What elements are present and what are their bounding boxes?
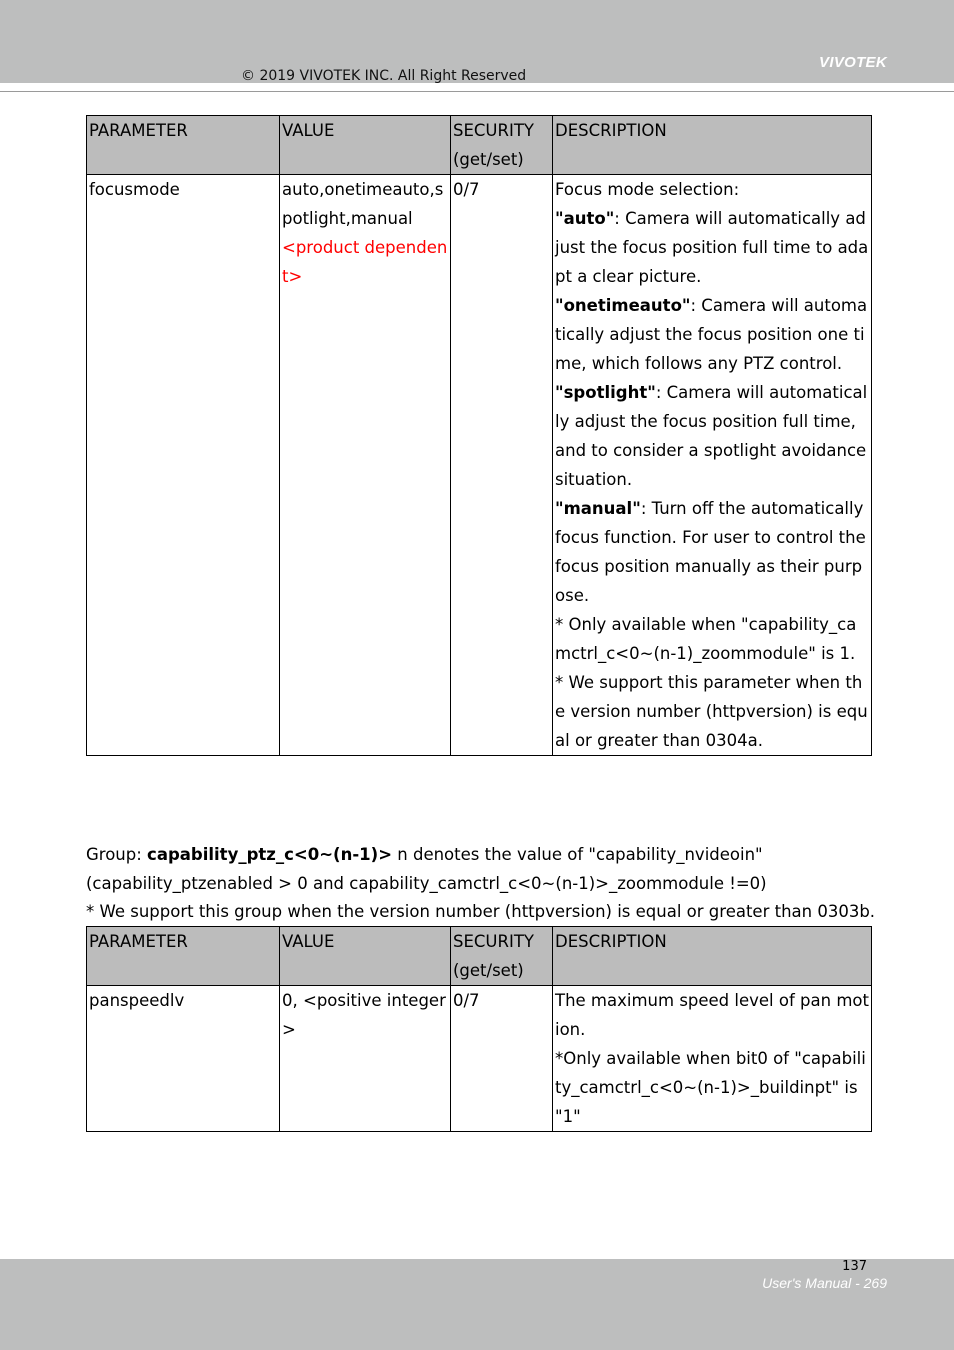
desc-spotlight — [555, 378, 870, 494]
group-prefix: Group: — [86, 845, 148, 864]
table-row — [87, 175, 872, 756]
header-description: DESCRIPTION — [553, 927, 872, 986]
desc-note-2: * We support this parameter when the version number (httpversion) is equal or greater than 0304a. — [555, 673, 868, 750]
parameter-table-focusmode — [86, 115, 872, 756]
desc-onetimeauto — [555, 291, 870, 378]
page-number: 137 — [842, 1259, 867, 1274]
table-header-row — [87, 927, 872, 986]
desc-manual — [555, 494, 870, 610]
cell-security: 0/7 — [451, 175, 553, 756]
header-value: VALUE — [280, 116, 451, 175]
cell-description — [553, 986, 872, 1132]
desc-intro: Focus mode selection: — [555, 180, 740, 199]
header-description: DESCRIPTION — [553, 116, 872, 175]
desc-manual-key: "manual" — [555, 499, 641, 518]
footer-band — [0, 1259, 954, 1350]
desc-note-1: * Only available when "capability_camctrl_c<0~(n-1)_zoommodule" is 1. — [555, 615, 857, 663]
desc-spotlight-key: "spotlight" — [555, 383, 656, 402]
desc-text-1: The maximum speed level of pan motion. — [555, 991, 869, 1039]
group-name: capability_ptz_c<0~(n-1)> — [147, 845, 393, 864]
header-divider — [0, 91, 954, 92]
table-header-row — [87, 116, 872, 175]
cell-value: 0, <positive integer> — [280, 986, 451, 1132]
manual-page-number: User's Manual - 269 — [762, 1275, 887, 1291]
header-security-line1: SECURITY — [453, 932, 534, 951]
brand-logo: VIVOTEK — [819, 54, 887, 71]
cell-parameter: focusmode — [87, 175, 280, 756]
value-text: auto,onetimeauto,spotlight,manual — [282, 180, 444, 228]
header-security — [451, 927, 553, 986]
header-parameter: PARAMETER — [87, 927, 280, 986]
group-suffix: n denotes the value of "capability_nvideoin" — [392, 845, 763, 864]
desc-onetime-text: : Camera will automatically adjust the focus position one time, which follows any PTZ control. — [555, 296, 868, 373]
header-security-line2: (get/set) — [453, 961, 524, 980]
copyright-text: © 2019 VIVOTEK INC. All Right Reserved — [241, 68, 527, 84]
group-description — [86, 841, 876, 927]
product-dependent-note: <product dependent> — [282, 238, 448, 286]
table-row — [87, 986, 872, 1132]
cell-security: 0/7 — [451, 986, 553, 1132]
desc-auto — [555, 204, 870, 291]
desc-auto-key: "auto" — [555, 209, 615, 228]
header-value: VALUE — [280, 927, 451, 986]
cell-description — [553, 175, 872, 756]
header-parameter: PARAMETER — [87, 116, 280, 175]
header-security — [451, 116, 553, 175]
desc-manual-text: : Turn off the automatically focus function. For user to control the focus position manually as their purpose. — [555, 499, 866, 605]
header-security-line2: (get/set) — [453, 150, 524, 169]
parameter-table-panspeedlv — [86, 926, 872, 1132]
desc-text-2: *Only available when bit0 of "capability_camctrl_c<0~(n-1)>_buildinpt" is "1" — [555, 1049, 866, 1126]
group-line-1 — [86, 841, 876, 870]
desc-onetime-key: "onetimeauto" — [555, 296, 691, 315]
desc-auto-text: : Camera will automatically adjust the focus position full time to adapt a clear picture. — [555, 209, 869, 286]
group-line-3: * We support this group when the version number (httpversion) is equal or greater than 0303b. — [86, 902, 876, 921]
group-line-2: (capability_ptzenabled > 0 and capability_camctrl_c<0~(n-1)>_zoommodule !=0) — [86, 873, 767, 893]
desc-spotlight-text: : Camera will automatically adjust the focus position full time, and to consider a spotlight avoidance situation. — [555, 383, 868, 489]
cell-value — [280, 175, 451, 756]
cell-parameter: panspeedlv — [87, 986, 280, 1132]
header-security-line1: SECURITY — [453, 121, 534, 140]
